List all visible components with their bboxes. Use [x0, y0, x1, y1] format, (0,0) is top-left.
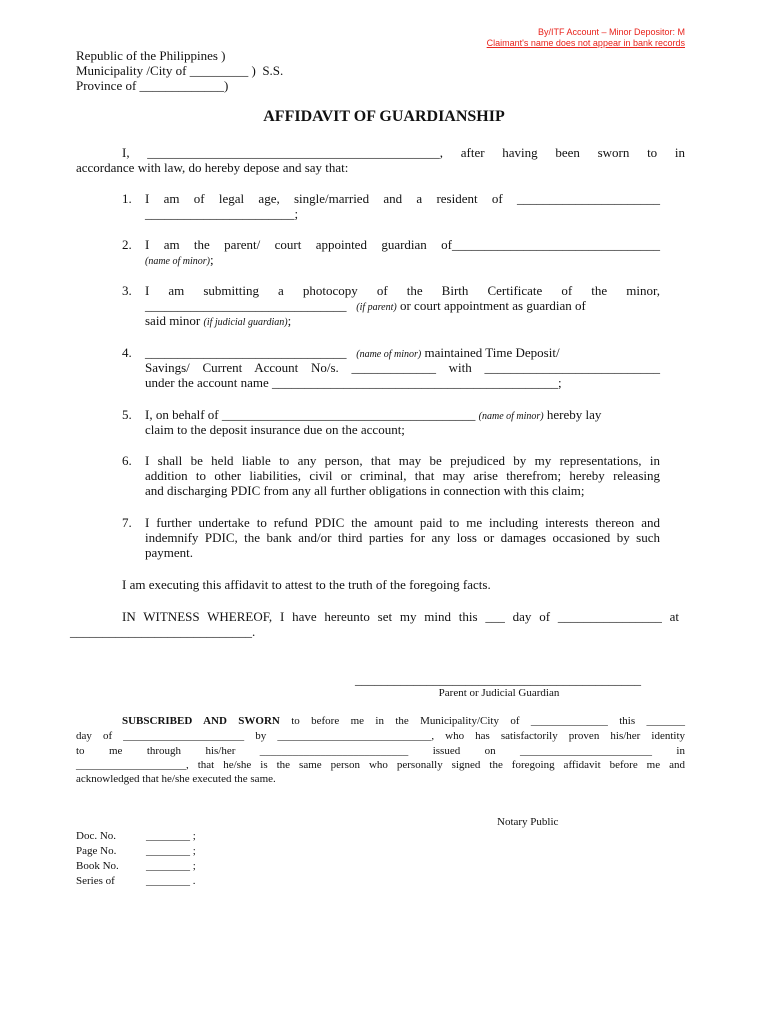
witness-line-2: ____________________________.	[70, 624, 256, 639]
item-3-said-minor: said minor	[145, 313, 204, 328]
item-3-number: 3.	[122, 283, 132, 298]
account-type-note: By/ITF Account – Minor Depositor: M	[537, 27, 685, 37]
item-3-line-1: I am submitting a photocopy of the Birth Certificate of the minor,	[145, 283, 660, 298]
subscribed-sworn-lead: SUBSCRIBED AND SWORN	[122, 715, 280, 727]
document-title: AFFIDAVIT OF GUARDIANSHIP	[263, 108, 505, 125]
intro-line-2: accordance with law, do hereby depose and say that:	[76, 160, 349, 175]
book-no-row	[76, 859, 196, 874]
item-1-line-2: _______________________;	[145, 206, 299, 221]
item-7-line-3: payment.	[145, 545, 194, 560]
notary-public-label: Notary Public	[497, 816, 559, 828]
claimant-note: Claimant's name does not appear in bank records	[486, 38, 685, 48]
item-4-number: 4.	[122, 345, 132, 360]
doc-no-label: Doc. No.	[76, 830, 117, 842]
venue-republic: Republic of the Philippines )	[76, 48, 226, 63]
item-6-line-3: and discharging PDIC from any all further obligations in connection with this claim;	[145, 483, 585, 498]
item-6-line-1: I shall be held liable to any person, that may be prejudiced by my representations, in	[145, 453, 660, 468]
item-3-tail: or court appointment as guardian of	[396, 298, 586, 313]
series-of-blank: ________ .	[146, 875, 196, 887]
item-6-number: 6.	[122, 453, 132, 468]
doc-no-row	[76, 829, 196, 844]
jurat-line-4: ____________________, that he/she is the same person who personally signed the foregoing affidavit before me and	[76, 759, 685, 771]
item-2-line-1: I am the parent/ court appointed guardian of________________________________	[145, 237, 660, 252]
series-of-row	[76, 874, 196, 889]
name-of-minor-hint-3: (name of minor)	[478, 411, 544, 422]
item-2-number: 2.	[122, 237, 132, 252]
jurat-line-3: to me through his/her ___________________________ issued on ________________________ in	[76, 745, 685, 757]
item-3-end: ;	[287, 313, 292, 328]
signature-label: Parent or Judicial Guardian	[438, 687, 560, 699]
page-no-blank: ________ ;	[146, 845, 196, 857]
item-5-text: I, on behalf of _______________________________________	[145, 407, 476, 422]
jurat-line-1-rest: to before me in the Municipality/City of ______________ this _______	[279, 715, 685, 727]
jurat-line-1	[122, 714, 685, 728]
item-4-tail: maintained Time Deposit/	[421, 345, 560, 360]
item-3-line-3	[145, 313, 660, 330]
series-of-label: Series of	[76, 875, 115, 887]
book-no-blank: ________ ;	[146, 860, 196, 872]
item-1-number: 1.	[122, 191, 132, 206]
page-no-row	[76, 844, 196, 859]
signature-line: ____________________________________________	[355, 672, 641, 687]
intro-line-1: I, _____________________________________________, after having been sworn to in	[122, 145, 685, 160]
if-parent-hint: (if parent)	[356, 302, 397, 313]
item-4-blank: _______________________________	[145, 345, 347, 360]
if-judicial-guardian-hint: (if judicial guardian)	[203, 317, 288, 328]
witness-line-1: IN WITNESS WHEREOF, I have hereunto set my mind this ___ day of ________________ at	[122, 609, 679, 624]
item-4-line-2: Savings/ Current Account No/s. _____________ with ___________________________	[145, 360, 660, 375]
jurat-line-2: day of ______________________ by ____________________________, who has satisfactorily proven his/her identity	[76, 730, 685, 742]
venue-municipality: Municipality /City of _________ ) S.S.	[76, 63, 284, 78]
book-no-label: Book No.	[76, 860, 119, 872]
name-of-minor-hint: (name of minor)	[145, 256, 210, 267]
item-2-line-2	[145, 252, 660, 269]
item-7-number: 7.	[122, 515, 132, 530]
item-5-number: 5.	[122, 407, 132, 422]
item-3-blank: _______________________________	[145, 298, 347, 313]
venue-province: Province of _____________)	[76, 78, 229, 93]
name-of-minor-hint-2: (name of minor)	[356, 349, 422, 360]
doc-no-blank: ________ ;	[146, 830, 196, 842]
attest-statement: I am executing this affidavit to attest to the truth of the foregoing facts.	[122, 577, 491, 592]
jurat-line-5: acknowledged that he/she executed the same.	[76, 773, 276, 785]
item-7-line-1: I further undertake to refund PDIC the amount paid to me including interests thereon and	[145, 515, 660, 530]
page-no-label: Page No.	[76, 845, 117, 857]
doc-fields	[76, 829, 196, 889]
item-5-tail: hereby lay	[543, 407, 602, 422]
item-2-tail: ;	[210, 252, 214, 267]
item-1-line-1: I am of legal age, single/married and a resident of ______________________	[145, 191, 660, 206]
item-7-line-2: indemnify PDIC, the bank and/or third parties for any loss or damages occasioned by such	[145, 530, 660, 545]
item-5-line-2: claim to the deposit insurance due on the account;	[145, 422, 405, 437]
item-4-line-3: under the account name ____________________________________________;	[145, 375, 562, 390]
item-6-line-2: addition to other liabilities, civil or criminal, that may arise therefrom; hereby releasing	[145, 468, 660, 483]
